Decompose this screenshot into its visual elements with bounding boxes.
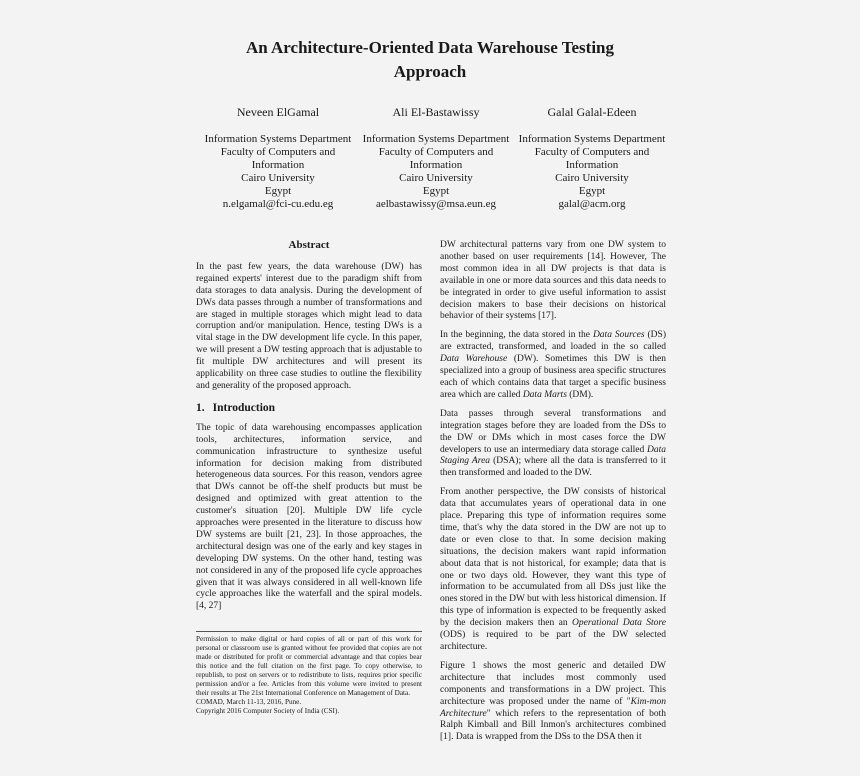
title-line-2: Approach [393,62,467,81]
paper-title [180,36,680,84]
footnote-venue: COMAD, March 11-13, 2016, Pune. [196,698,302,706]
section-heading-introduction [196,403,422,415]
author-name: Neveen ElGamal [236,105,320,119]
term-data-marts: Data Marts [522,389,567,400]
author-faculty-2: Information [409,159,463,171]
paragraph-patterns: DW architectural patterns vary from one DW system to another based on user requirements [14]. However, The most common idea in all DW projects is that data is available in one or more data sources and this data needs to be integrated in order to give useful information to assist decision makers to base their decisions on historical behavior of their systems [17]. [440,240,666,322]
author-name: Ali El-Bastawissy [392,105,480,119]
author-country: Egypt [578,185,606,197]
paragraph-data-sources: In the beginning, the data stored in the Data Sources (DS) are extracted, transformed, and loaded in the so called Data Warehouse (DW). Sometimes this DW is then specialized into a group of business area specific structures each of which contains data that target a specific business area which are called Data Marts (DM). [440,330,666,400]
author-block-1 [198,106,358,211]
author-email: aelbastawissy@msa.eun.eg [375,198,497,210]
paragraph-figure-1: Figure 1 shows the most generic and detailed DW architecture that includes most commonly used components and transformations in a DW project. This architecture was proposed under the name of "Kim-mon Architecture" which refers to the representation of both Ralph Kimball and Bill Inmon's architectures combined [1]. Data is wrapped from the DSs to the DSA then it [440,660,666,743]
term-data-sources: Data Sources [592,330,645,341]
author-email: n.elgamal@fci-cu.edu.eg [222,198,334,210]
footnote-copyright: Copyright 2016 Computer Society of India (CSI). [196,707,340,715]
title-line-1: An Architecture-Oriented Data Warehouse Testing [245,38,614,57]
left-column [196,240,422,620]
author-email: galal@acm.org [558,198,626,210]
term-operational-data-store: Operational Data Store [572,618,666,629]
term-data-warehouse: Data Warehouse [440,354,508,365]
author-university: Cairo University [241,172,315,184]
author-country: Egypt [264,185,292,197]
author-faculty-2: Information [251,159,305,171]
author-university: Cairo University [555,172,629,184]
author-name: Galal Galal-Edeen [547,105,637,119]
paragraph-staging: Data passes through several transformations and integration stages before they are loaded from the DSs to the DW or DMs which in most cases force the DW developers to use an intermediary data storage called Data Staging Area (DSA); where all the data is transferred to it then transformed and loaded to the DW. [440,408,666,479]
author-faculty: Faculty of Computers and [378,146,494,158]
term-kim-mon-architecture: Kim-mon Architecture [440,696,666,719]
paragraph-ods: From another perspective, the DW consists of historical data that accumulates years of operational data in one place. Preparing this type of information requires some time, that's why the data stored in the DW are not up to date or even close to that. In some decision making situations, the decision makers want rapid information about data that is not historical, for example; data that is one or two days old. However, they want this type of information to be accumulated from all DSs just like the ones stored in the DW but with less historical dimension. If this type of information is expected to be frequently asked by the decision makers then an Operational Data Store (ODS) is required to be part of the DW selected architecture. [440,487,666,652]
section-title: Introduction [212,401,276,414]
intro-paragraph: The topic of data warehousing encompasses application tools, architectures, information service, and communication infrastructure to synthesize useful information for decision making from distributed heterogeneous data sources. For this reason, vendors agree that DWs cannot be off-the shelf products but must be designed and optimized with great attention to the customer's situation [20]. Multiple DW life cycle approaches were presented in the literature to discuss how DW systems are built [21, 23]. In those approaches, the architectural design was one of the early and key stages in developing DW systems. On the other hand, testing was not considered in any of the proposed life cycle approaches given that it was always considered in all well-known life cycle approaches like the waterfall and the spiral models. [4, 27] [196,422,422,612]
copyright-footnote [196,631,422,716]
author-faculty: Faculty of Computers and [534,146,650,158]
author-faculty-2: Information [565,159,619,171]
footnote-permission: Permission to make digital or hard copies of all or part of this work for personal or classroom use is granted without fee provided that copies are not made or distributed for profit or commercial advantage and that copies bear this notice and the full citation on the first page. To copy otherwise, to republish, to post on servers or to redistribute to lists, requires prior specific permission and/or a fee. Articles from this volume were invited to present their results at The 21st International Conference on Management of Data. [196,635,422,697]
author-block-3 [512,106,672,211]
section-number: 1. [196,401,205,414]
author-dept: Information Systems Department [518,133,666,145]
abstract-text: In the past few years, the data warehouse (DW) has regained experts' interest due to the paradigm shift from data storages to data analysis. During the development of DWs data passes through a number of transformations and are staged in multiple storages which might lead to data corruption and/or manipulation. Hence, testing DWs is a vital stage in the DW development life cycle. In this paper, we will present a DW testing approach that is adjustable to fit multiple DW architectures and will present its applicability on three case studies to outline the flexibility and generality of the proposed approach. [196,261,422,391]
right-column [440,240,666,751]
author-country: Egypt [422,185,450,197]
author-block-2 [356,106,516,211]
author-dept: Information Systems Department [362,133,510,145]
author-faculty: Faculty of Computers and [220,146,336,158]
author-dept: Information Systems Department [204,133,352,145]
abstract-heading: Abstract [288,239,330,251]
term-data-staging-area: Data Staging Area [440,444,666,467]
author-university: Cairo University [399,172,473,184]
